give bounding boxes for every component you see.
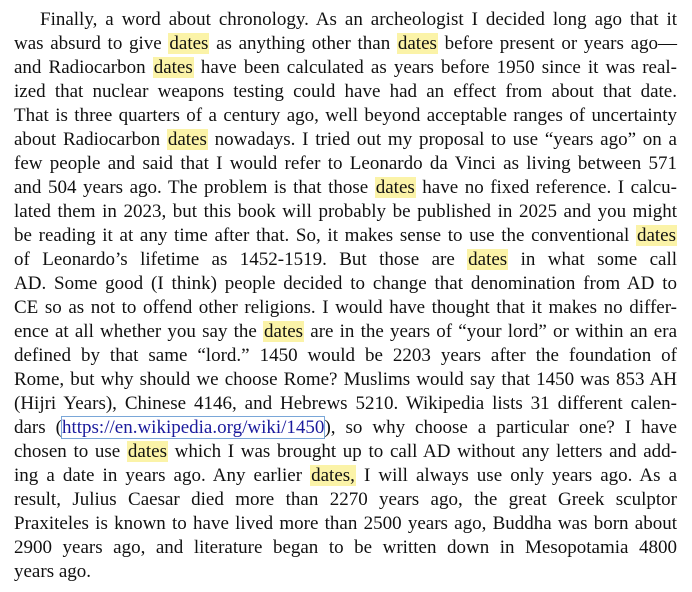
text-run: years ago. [14, 561, 92, 582]
text-line-3 [14, 56, 677, 80]
text-run: result, Julius Caesar died more than 2270 years ago, the great Greek sculptor [14, 489, 677, 510]
text-line-4 [14, 80, 677, 104]
highlighted-word[interactable]: dates [127, 441, 167, 462]
text-run: and 504 years ago. The problem is that those [14, 177, 375, 198]
text-line-16 [14, 368, 677, 392]
text-line-5 [14, 104, 677, 128]
text-line-13 [14, 296, 677, 320]
text-line-11 [14, 248, 677, 272]
text-run: as anything other than [209, 33, 397, 54]
text-run: ence at all whether you say the [14, 321, 264, 342]
highlighted-word[interactable]: dates [264, 321, 304, 342]
text-run: (Hijri Years), Chinese 4146, and Hebrews 5210. Wikipedia lists 31 different calen- [14, 393, 677, 414]
text-line-14 [14, 320, 677, 344]
text-run: which I was brought up to call AD without any letters and add- [167, 441, 677, 462]
text-run: of Leonardo’s lifetime as 1452-1519. But those are [14, 249, 468, 270]
text-run: Rome, but why should we choose Rome? Muslims would say that 1450 was 853 AH [14, 369, 677, 390]
text-line-19 [14, 440, 677, 464]
text-run: have been calculated as years before 1950 since it was real- [193, 57, 677, 78]
text-line-1 [40, 8, 677, 32]
text-line-18 [14, 416, 677, 440]
highlighted-word[interactable]: dates [167, 129, 207, 150]
highlighted-word[interactable]: dates, [311, 465, 355, 486]
wikipedia-link[interactable]: https://en.wikipedia.org/wiki/1450 [61, 417, 325, 438]
highlighted-word[interactable]: dates [468, 249, 508, 270]
text-run: That is three quarters of a century ago, well beyond acceptable ranges of uncertainty [14, 105, 677, 126]
text-line-17 [14, 392, 677, 416]
text-line-15 [14, 344, 677, 368]
text-run: Finally, a word about chronology. As an archeologist I decided long ago that it [40, 9, 677, 30]
text-run: and Radiocarbon [14, 57, 153, 78]
text-run: ), so why choose a particular one? I have [324, 417, 677, 438]
text-run: was absurd to give [14, 33, 169, 54]
text-line-24 [14, 560, 677, 584]
text-run: are in the years of “your lord” or within an era [304, 321, 678, 342]
text-run: few people and said that I would refer to Leonardo da Vinci as living between 571 [14, 153, 677, 174]
text-run: ized that nuclear weapons testing could have had an effect from about that date. [14, 81, 677, 102]
text-run: dars ( [14, 417, 62, 438]
text-run: before present or years ago— [437, 33, 678, 54]
text-run: be reading it at any time after that. So, it makes sense to use the conventional [14, 225, 636, 246]
text-line-7 [14, 152, 677, 176]
text-run: about Radiocarbon [14, 129, 167, 150]
text-line-23 [14, 536, 677, 560]
text-run: CE so as not to offend other religions. I would have thought that it makes no differ- [14, 297, 677, 318]
text-run: Praxiteles is known to have lived more than 2500 years ago, Buddha was born about [14, 513, 677, 534]
text-run: AD. Some good (I think) people decided to change that denomination from AD to [14, 273, 677, 294]
text-line-9 [14, 200, 677, 224]
highlighted-word[interactable]: dates [169, 33, 209, 54]
text-line-8 [14, 176, 677, 200]
text-line-10 [14, 224, 677, 248]
text-line-20 [14, 464, 677, 488]
highlighted-word[interactable]: dates [636, 225, 676, 246]
text-run: I will always use only years ago. As a [355, 465, 677, 486]
text-line-2 [14, 32, 677, 56]
text-run: have no fixed reference. I calcu- [415, 177, 677, 198]
text-run: chosen to use [14, 441, 127, 462]
text-run: defined by that same “lord.” 1450 would be 2203 years after the foundation of [14, 345, 677, 366]
text-run: nowadays. I tried out my proposal to use “years ago” on a [207, 129, 677, 150]
text-run: ing a date in years ago. Any earlier [14, 465, 311, 486]
text-line-6 [14, 128, 677, 152]
text-line-22 [14, 512, 677, 536]
highlighted-word[interactable]: dates [153, 57, 193, 78]
text-line-21 [14, 488, 677, 512]
text-run: 2900 years ago, and literature began to be written down in Mesopotamia 4800 [14, 537, 677, 558]
highlighted-word[interactable]: dates [375, 177, 415, 198]
text-run: in what some call [508, 249, 677, 270]
text-run: lated them in 2023, but this book will probably be published in 2025 and you might [14, 201, 677, 222]
highlighted-word[interactable]: dates [397, 33, 437, 54]
text-line-12 [14, 272, 677, 296]
